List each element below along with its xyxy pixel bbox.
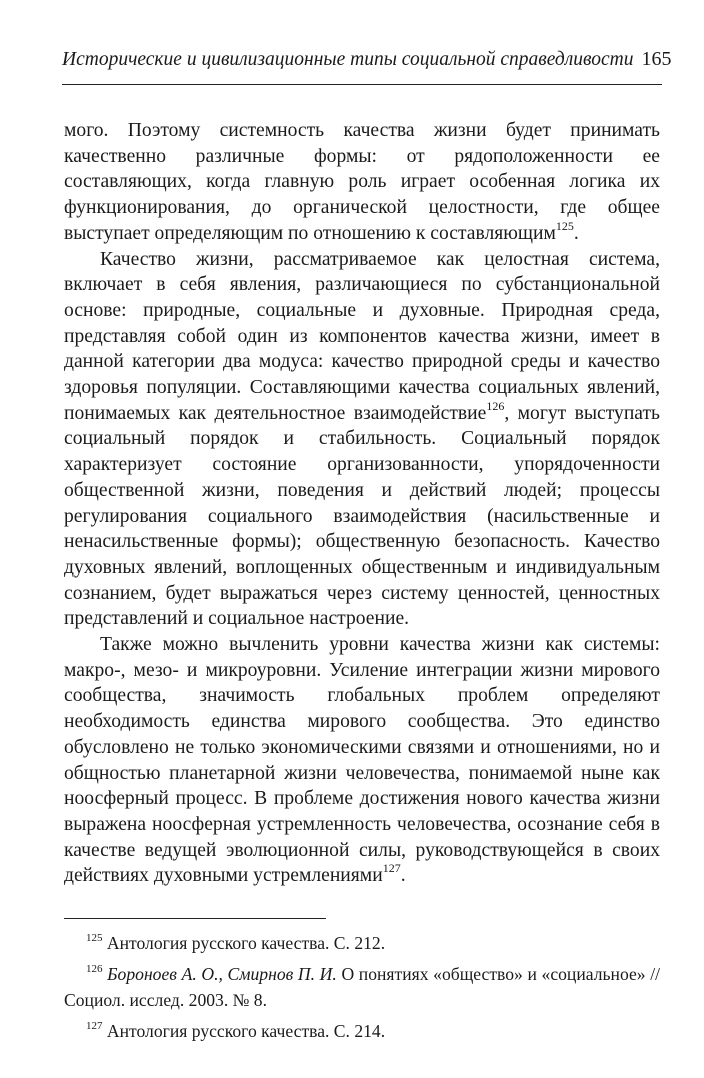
paragraph-2-tail: , могут выступать социальный порядок и стабильность. Социальный порядок характеризует состояние организованности, упорядоченности общественной жизни, поведения и действий людей; процессы регулирования социального взаимодействия (насильственные и ненасильственные формы); общественную безопасность. Качество духовных явлений, воплощенных общественным и индивидуальным сознанием, будет выражаться через систему ценностей, ценностных представлений и социальное настроение.	[64, 402, 660, 630]
paragraph-2-text: Качество жизни, рассматриваемое как целостная система, включает в себя явления, различающиеся по субстанциональной основе: природные, социальные и духовные. Природная среда, представляя собой один из компонентов качества жизни, имеет в данной категории два модуса: качество природной среды и качество здоровья популяции. Составляющими качества социальных явлений, понимаемых как деятельностное взаимодействие	[64, 248, 660, 424]
running-head	[62, 44, 672, 74]
footnote-number: 125	[86, 932, 103, 944]
header-rule	[62, 84, 662, 85]
footnotes	[64, 930, 660, 1044]
footnote-number: 126	[86, 962, 103, 975]
paragraph-3	[64, 632, 660, 889]
page-number: 165	[641, 48, 672, 70]
footnote-127	[64, 1018, 660, 1045]
footnote-ref-127: 127	[382, 861, 401, 876]
footnote-author: Бороноев А. О., Смирнов П. И.	[107, 963, 337, 984]
paragraph-3-tail: .	[400, 865, 406, 887]
paragraph-3-text: Также можно вычленить уровни качества жизни как системы: макро-, мезо- и микроуровни. Усиление интеграции жизни мирового сообщества, значимость глобальных проблем определяют необходимость единства мирового сообщества. Это единство обусловлено не только экономическими связями и отношениями, но и общностью планетарной жизни человечества, понимаемой ныне как ноосферный процесс. В проблеме достижения нового качества жизни выражена ноосферная устремленность человечества, осознание себя в качестве ведущей эволюционной силы, руководствующейся в своих действиях духовными устремлениями	[64, 634, 660, 887]
footnote-text: О понятиях «общество» и «социальное» // Социол. исслед. 2003. № 8.	[64, 963, 660, 1010]
footnote-126	[64, 961, 660, 1014]
paragraph-2	[64, 247, 660, 633]
paragraph-1-tail: .	[573, 222, 579, 244]
footnote-text: Антология русского качества. С. 212.	[106, 933, 386, 953]
footnote-ref-125: 125	[555, 218, 574, 233]
footnote-ref-126: 126	[486, 398, 505, 413]
footnote-rule	[64, 918, 326, 919]
body-text	[64, 118, 660, 889]
running-head-title: Исторические и цивилизационные типы социальной справедливости	[62, 49, 634, 70]
footnote-125	[64, 930, 660, 957]
footnote-number: 127	[86, 1019, 103, 1032]
paragraph-1	[64, 118, 660, 247]
paragraph-1-text: мого. Поэтому системность качества жизни будет принимать качественно различные формы: от рядоположенности ее составляющих, когда главную роль играет особенная логика их функционирования, до органической целостности, где общее выступает определяющим по отношению к составляющим	[64, 120, 660, 244]
footnote-text: Антология русского качества. С. 214.	[106, 1020, 386, 1041]
